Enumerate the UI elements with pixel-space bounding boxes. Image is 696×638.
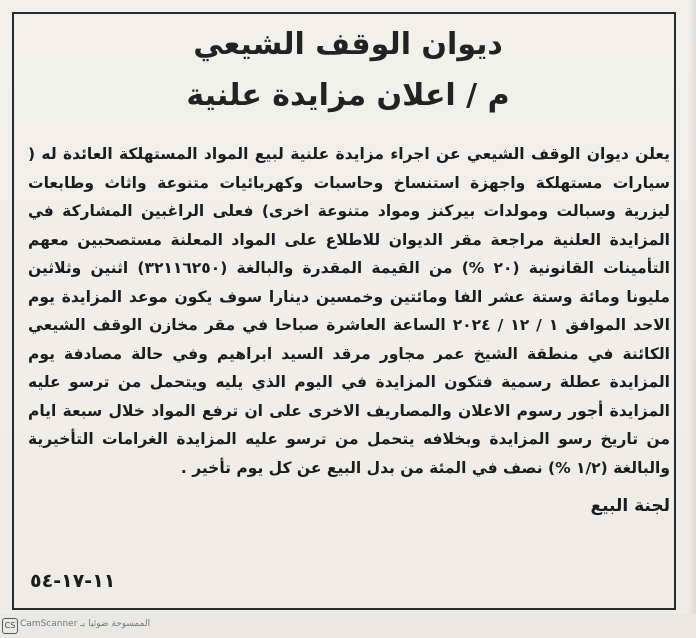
notice-content	[22, 20, 674, 520]
notice-subtitle: م / اعلان مزايدة علنية	[186, 78, 510, 113]
signature-committee: لجنة البيع	[590, 496, 670, 516]
reference-code: ١١-١٧-٥٤	[30, 570, 116, 592]
camscanner-logo-icon: CS	[2, 618, 18, 634]
scanner-watermark: CamScanner الممسوحة ضوئيا بـ	[20, 619, 151, 629]
page-edge-shadow	[688, 0, 696, 638]
notice-body: يعلن ديوان الوقف الشيعي عن اجراء مزايدة علنية لبيع المواد المستهلكة العائدة له ( سيارات مستهلكة واجهزة استنساخ وحاسبات وكهربائيات متنوعة واثاث وطابعات ليزرية وسبالت ومولدات بيركنز ومواد متنوعة اخرى) فعلى الراغبين المشاركة في المزايدة العلنية مراجعة مقر الديوان للاطلاع على المواد المعلنة مستصحبين معهم التأمينات القانونية (٢٠ %) من القيمة المقدرة والبالغة (٣٢١١٦٢٥٠) اثنين وثلاثين مليونا ومائة وستة عشر الفا ومائتين وخمسين دينارا سوف يكون موعد المزايدة يوم الاحد الموافق ١ / ١٢ / ٢٠٢٤ الساعة العاشرة صباحا في مقر مخازن الوقف الشيعي الكائنة في منطقة الشيخ عمر مجاور مرقد السيد ابراهيم وفي حالة مصادفة يوم المزايدة عطلة رسمية فتكون المزايدة في اليوم الذي يليه ويتحمل من ترسو عليه المزايدة أجور رسوم الاعلان والمصاريف الاخرى على ان ترفع المواد خلال سبعة ايام من تاريخ رسو المزايدة وبخلافه يتحمل من ترسو عليه المزايدة الغرامات التأخيرية والبالغة (١/٢ %) نصف في المئة من بدل البيع عن كل يوم تأخير .	[28, 145, 671, 477]
scanner-footer	[0, 614, 696, 638]
notice-title: ديوان الوقف الشيعي	[193, 27, 503, 62]
